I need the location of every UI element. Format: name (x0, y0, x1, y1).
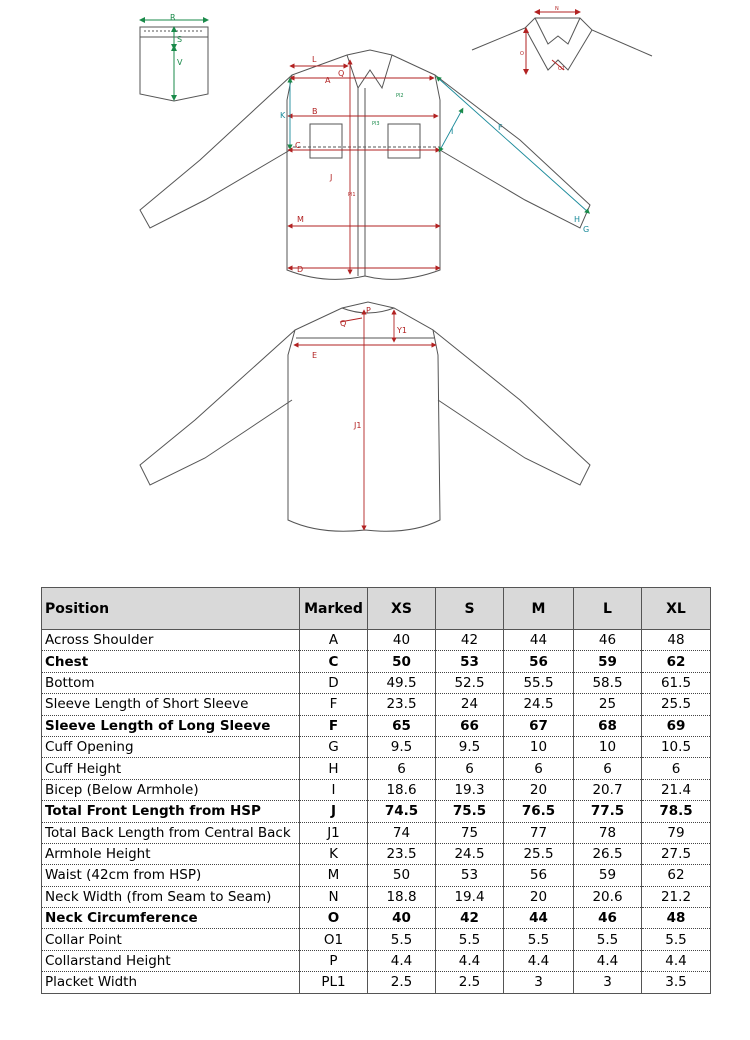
cell-marked: P (300, 950, 368, 971)
front-label-d: D (297, 265, 304, 274)
pocket-detail (140, 20, 208, 101)
cell-position: Collar Point (42, 929, 300, 950)
back-shirt (140, 302, 590, 531)
header-marked: Marked (300, 588, 368, 630)
cell-l: 5.5 (574, 929, 642, 950)
table-row (42, 950, 711, 971)
cell-l: 46 (574, 630, 642, 651)
table-row (42, 801, 711, 822)
collar-detail (472, 12, 652, 72)
cell-m: 20 (504, 886, 574, 907)
header-position: Position (42, 588, 300, 630)
cell-position: Across Shoulder (42, 630, 300, 651)
front-label-f: F (498, 123, 503, 132)
table-header-row (42, 588, 711, 630)
cell-l: 68 (574, 715, 642, 736)
cell-xs: 49.5 (368, 672, 436, 693)
pocket-label-v: V (177, 58, 183, 67)
cell-s: 42 (436, 908, 504, 929)
table-row (42, 672, 711, 693)
front-label-m: M (297, 215, 304, 224)
cell-m: 20 (504, 779, 574, 800)
cell-xl: 62 (642, 865, 711, 886)
cell-s: 75.5 (436, 801, 504, 822)
front-label-j: J (330, 173, 333, 182)
cell-xs: 6 (368, 758, 436, 779)
header-s: S (436, 588, 504, 630)
header-m: M (504, 588, 574, 630)
table-row (42, 886, 711, 907)
table-row (42, 972, 711, 993)
cell-xs: 50 (368, 865, 436, 886)
cell-s: 2.5 (436, 972, 504, 993)
cell-m: 4.4 (504, 950, 574, 971)
cell-position: Sleeve Length of Long Sleeve (42, 715, 300, 736)
back-label-j1: J1 (354, 421, 362, 430)
cell-s: 24 (436, 694, 504, 715)
cell-marked: J (300, 801, 368, 822)
header-xs: XS (368, 588, 436, 630)
cell-position: Sleeve Length of Short Sleeve (42, 694, 300, 715)
back-label-y1: Y1 (397, 326, 407, 335)
front-label-pl2: Pl2 (396, 93, 404, 99)
cell-xs: 23.5 (368, 694, 436, 715)
cell-s: 42 (436, 630, 504, 651)
collar-label-o: O (520, 51, 524, 57)
cell-xl: 21.4 (642, 779, 711, 800)
cell-position: Cuff Opening (42, 736, 300, 757)
cell-xs: 2.5 (368, 972, 436, 993)
cell-marked: F (300, 694, 368, 715)
cell-position: Total Back Length from Central Back (42, 822, 300, 843)
cell-l: 78 (574, 822, 642, 843)
cell-xl: 48 (642, 908, 711, 929)
back-label-e: E (312, 351, 318, 360)
table-row (42, 736, 711, 757)
cell-xl: 4.4 (642, 950, 711, 971)
cell-position: Waist (42cm from HSP) (42, 865, 300, 886)
cell-xl: 69 (642, 715, 711, 736)
header-l: L (574, 588, 642, 630)
cell-xl: 10.5 (642, 736, 711, 757)
cell-xl: 78.5 (642, 801, 711, 822)
collar-label-n: N (555, 6, 559, 12)
table-row (42, 822, 711, 843)
cell-marked: H (300, 758, 368, 779)
cell-s: 53 (436, 651, 504, 672)
cell-marked: I (300, 779, 368, 800)
table-row (42, 843, 711, 864)
front-label-k: K (280, 111, 286, 120)
table-row (42, 694, 711, 715)
cell-marked: F (300, 715, 368, 736)
cell-xl: 79 (642, 822, 711, 843)
cell-marked: D (300, 672, 368, 693)
front-label-i: I (451, 127, 454, 136)
cell-position: Armhole Height (42, 843, 300, 864)
cell-xs: 23.5 (368, 843, 436, 864)
front-label-l: L (312, 55, 317, 64)
front-label-pl3: Pl3 (372, 121, 380, 127)
cell-m: 25.5 (504, 843, 574, 864)
back-label-q: Q (340, 319, 347, 328)
collar-label-o1: O1 (558, 66, 566, 72)
cell-s: 19.4 (436, 886, 504, 907)
cell-xs: 40 (368, 908, 436, 929)
table-row (42, 908, 711, 929)
cell-xs: 18.8 (368, 886, 436, 907)
cell-xs: 74 (368, 822, 436, 843)
cell-m: 56 (504, 651, 574, 672)
table-body (42, 630, 711, 994)
cell-xs: 4.4 (368, 950, 436, 971)
cell-position: Placket Width (42, 972, 300, 993)
table-row (42, 758, 711, 779)
cell-s: 53 (436, 865, 504, 886)
cell-xs: 65 (368, 715, 436, 736)
cell-m: 6 (504, 758, 574, 779)
front-label-pl1: Pl1 (348, 192, 356, 198)
cell-xl: 62 (642, 651, 711, 672)
cell-position: Bicep (Below Armhole) (42, 779, 300, 800)
cell-marked: G (300, 736, 368, 757)
cell-marked: O1 (300, 929, 368, 950)
cell-s: 75 (436, 822, 504, 843)
front-measures (290, 62, 438, 272)
cell-l: 59 (574, 651, 642, 672)
cell-l: 3 (574, 972, 642, 993)
header-xl: XL (642, 588, 711, 630)
table-row (42, 630, 711, 651)
cell-l: 6 (574, 758, 642, 779)
cell-position: Total Front Length from HSP (42, 801, 300, 822)
cell-position: Chest (42, 651, 300, 672)
size-chart-table (41, 587, 711, 994)
cell-marked: J1 (300, 822, 368, 843)
front-measures-teal (290, 78, 588, 212)
cell-xs: 18.6 (368, 779, 436, 800)
cell-xl: 61.5 (642, 672, 711, 693)
back-measures (296, 312, 434, 528)
cell-marked: PL1 (300, 972, 368, 993)
front-label-h: H (574, 215, 581, 224)
front-label-b: B (312, 107, 318, 116)
cell-xs: 5.5 (368, 929, 436, 950)
cell-xs: 74.5 (368, 801, 436, 822)
cell-s: 52.5 (436, 672, 504, 693)
cell-position: Collarstand Height (42, 950, 300, 971)
cell-xs: 40 (368, 630, 436, 651)
cell-marked: C (300, 651, 368, 672)
cell-m: 77 (504, 822, 574, 843)
table-row (42, 715, 711, 736)
cell-xl: 3.5 (642, 972, 711, 993)
cell-s: 66 (436, 715, 504, 736)
cell-l: 77.5 (574, 801, 642, 822)
cell-l: 26.5 (574, 843, 642, 864)
front-label-a: A (325, 76, 331, 85)
cell-position: Cuff Height (42, 758, 300, 779)
back-label-p: P (366, 306, 371, 315)
cell-s: 9.5 (436, 736, 504, 757)
cell-position: Neck Width (from Seam to Seam) (42, 886, 300, 907)
pocket-label-r: R (170, 13, 176, 22)
cell-m: 76.5 (504, 801, 574, 822)
cell-m: 24.5 (504, 694, 574, 715)
pocket-label-s: S (177, 35, 183, 44)
table-row (42, 651, 711, 672)
cell-m: 3 (504, 972, 574, 993)
cell-s: 5.5 (436, 929, 504, 950)
cell-s: 19.3 (436, 779, 504, 800)
table-row (42, 865, 711, 886)
cell-xl: 21.2 (642, 886, 711, 907)
table-row (42, 929, 711, 950)
cell-l: 46 (574, 908, 642, 929)
cell-l: 10 (574, 736, 642, 757)
cell-m: 56 (504, 865, 574, 886)
cell-l: 20.7 (574, 779, 642, 800)
cell-m: 55.5 (504, 672, 574, 693)
cell-s: 24.5 (436, 843, 504, 864)
cell-marked: K (300, 843, 368, 864)
cell-l: 58.5 (574, 672, 642, 693)
cell-l: 59 (574, 865, 642, 886)
cell-xl: 48 (642, 630, 711, 651)
cell-xs: 9.5 (368, 736, 436, 757)
cell-s: 6 (436, 758, 504, 779)
cell-xl: 25.5 (642, 694, 711, 715)
cell-xl: 5.5 (642, 929, 711, 950)
cell-xl: 27.5 (642, 843, 711, 864)
cell-l: 20.6 (574, 886, 642, 907)
cell-position: Neck Circumference (42, 908, 300, 929)
cell-marked: O (300, 908, 368, 929)
cell-l: 4.4 (574, 950, 642, 971)
cell-xs: 50 (368, 651, 436, 672)
front-label-c: C (295, 141, 301, 150)
front-label-g: G (583, 225, 590, 234)
cell-m: 10 (504, 736, 574, 757)
cell-marked: M (300, 865, 368, 886)
cell-m: 5.5 (504, 929, 574, 950)
cell-s: 4.4 (436, 950, 504, 971)
cell-l: 25 (574, 694, 642, 715)
table-row (42, 779, 711, 800)
cell-xl: 6 (642, 758, 711, 779)
front-label-q: Q (338, 69, 345, 78)
cell-marked: A (300, 630, 368, 651)
cell-marked: N (300, 886, 368, 907)
cell-m: 67 (504, 715, 574, 736)
cell-m: 44 (504, 908, 574, 929)
cell-position: Bottom (42, 672, 300, 693)
cell-m: 44 (504, 630, 574, 651)
